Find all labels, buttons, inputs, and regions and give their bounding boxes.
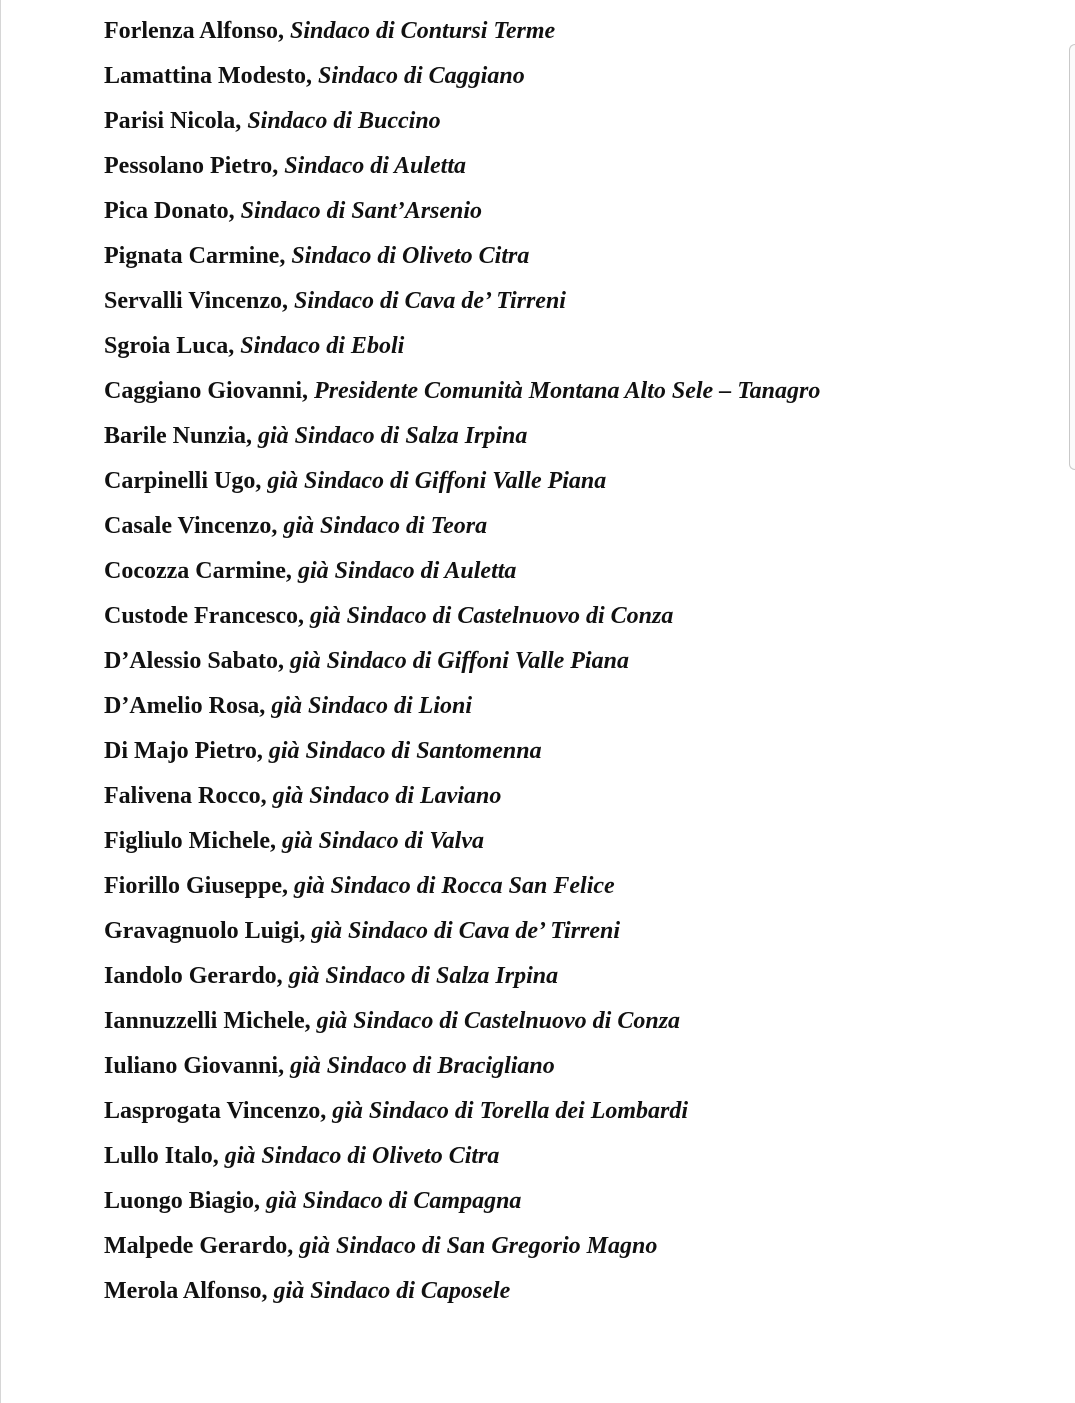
person-role: Sindaco di Sant’Arsenio	[240, 198, 483, 224]
list-item	[104, 1093, 820, 1138]
list-item	[104, 418, 820, 463]
person-role: già Sindaco di Castelnuovo di Conza	[316, 1008, 681, 1034]
person-name: Casale Vincenzo,	[104, 513, 278, 539]
person-name: D’Amelio Rosa,	[104, 693, 266, 719]
list-item	[104, 733, 820, 778]
person-role: già Sindaco di Giffoni Valle Piana	[290, 648, 629, 674]
list-item	[104, 463, 820, 508]
person-role: Sindaco di Buccino	[247, 108, 441, 134]
person-role: Sindaco di Cava de’ Tirreni	[293, 288, 566, 314]
person-name: Parisi Nicola,	[104, 108, 242, 134]
person-name: Carpinelli Ugo,	[104, 468, 262, 494]
person-role: già Sindaco di Cava de’ Tirreni	[311, 918, 621, 944]
list-item	[104, 598, 820, 643]
person-name: Pica Donato,	[104, 198, 235, 224]
person-name: Iannuzzelli Michele,	[104, 1008, 311, 1034]
person-name: Iuliano Giovanni,	[104, 1053, 285, 1079]
list-item	[104, 778, 820, 823]
person-role: già Sindaco di Teora	[283, 513, 488, 539]
list-item	[104, 913, 820, 958]
person-name: Pignata Carmine,	[104, 243, 286, 269]
person-role: già Sindaco di Caposele	[273, 1278, 511, 1304]
person-name: Figliulo Michele,	[104, 828, 276, 854]
person-role: già Sindaco di Salza Irpina	[258, 423, 528, 449]
list-item	[104, 103, 820, 148]
person-role: già Sindaco di San Gregorio Magno	[299, 1233, 658, 1259]
list-item	[104, 1228, 820, 1273]
person-role: già Sindaco di Lioni	[271, 693, 473, 719]
person-role: già Sindaco di Laviano	[272, 783, 502, 809]
person-name: Lasprogata Vincenzo,	[104, 1098, 327, 1124]
list-item	[104, 13, 820, 58]
person-name: Custode Francesco,	[104, 603, 304, 629]
list-item	[104, 868, 820, 913]
person-role: già Sindaco di Salza Irpina	[288, 963, 559, 989]
list-item	[104, 193, 820, 238]
list-item	[104, 958, 820, 1003]
person-role: già Sindaco di Torella dei Lombardi	[332, 1098, 689, 1124]
person-name: Gravagnuolo Luigi,	[104, 918, 306, 944]
person-name: Di Majo Pietro,	[104, 738, 263, 764]
list-item	[104, 1048, 820, 1093]
person-name: Cocozza Carmine,	[104, 558, 292, 584]
person-role: già Sindaco di Castelnuovo di Conza	[309, 603, 674, 629]
list-item	[104, 1003, 820, 1048]
list-item	[104, 58, 820, 103]
person-role: già Sindaco di Santomenna	[268, 738, 542, 764]
signatory-list	[104, 13, 820, 1318]
person-name: Sgroia Luca,	[104, 333, 235, 359]
person-name: Barile Nunzia,	[104, 423, 252, 449]
list-item	[104, 148, 820, 193]
person-role: già Sindaco di Bracigliano	[290, 1053, 555, 1079]
person-name: Merola Alfonso,	[104, 1278, 268, 1304]
list-item	[104, 1183, 820, 1228]
person-role: Sindaco di Eboli	[240, 333, 405, 359]
person-role: Sindaco di Caggiano	[317, 63, 525, 89]
person-role: già Sindaco di Auletta	[297, 558, 517, 584]
scrollbar[interactable]	[1069, 44, 1075, 470]
list-item	[104, 1138, 820, 1183]
person-role: già Sindaco di Giffoni Valle Piana	[267, 468, 607, 494]
person-role: già Sindaco di Valva	[281, 828, 485, 854]
person-name: Lamattina Modesto,	[104, 63, 312, 89]
list-item	[104, 238, 820, 283]
person-role: Presidente Comunità Montana Alto Sele – Tanagro	[314, 378, 821, 404]
person-name: Fiorillo Giuseppe,	[104, 873, 289, 899]
person-name: Forlenza Alfonso,	[104, 18, 284, 44]
list-item	[104, 328, 820, 373]
person-name: D’Alessio Sabato,	[104, 648, 285, 674]
list-item	[104, 373, 820, 418]
person-name: Servalli Vincenzo,	[104, 288, 288, 314]
person-role: già Sindaco di Campagna	[266, 1188, 522, 1214]
person-role: Sindaco di Auletta	[284, 153, 467, 179]
person-role: già Sindaco di Oliveto Citra	[224, 1143, 500, 1169]
person-name: Lullo Italo,	[104, 1143, 219, 1169]
person-name: Falivena Rocco,	[104, 783, 267, 809]
list-item	[104, 508, 820, 553]
person-name: Caggiano Giovanni,	[104, 378, 309, 404]
list-item	[104, 1273, 820, 1318]
list-item	[104, 553, 820, 598]
list-item	[104, 823, 820, 868]
person-role: Sindaco di Oliveto Citra	[291, 243, 530, 269]
person-name: Iandolo Gerardo,	[104, 963, 283, 989]
list-item	[104, 643, 820, 688]
list-item	[104, 283, 820, 328]
list-item	[104, 688, 820, 733]
person-name: Pessolano Pietro,	[104, 153, 279, 179]
person-role: già Sindaco di Rocca San Felice	[294, 873, 615, 899]
person-name: Malpede Gerardo,	[104, 1233, 294, 1259]
person-name: Luongo Biagio,	[104, 1188, 261, 1214]
person-role: Sindaco di Contursi Terme	[290, 18, 556, 44]
